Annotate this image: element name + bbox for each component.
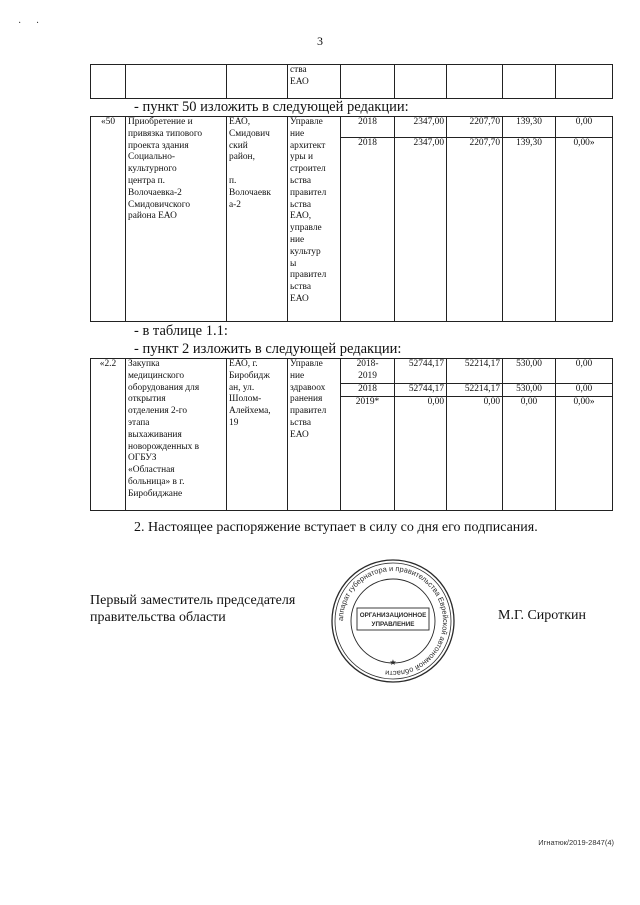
value-cell: 0,00: [556, 384, 613, 397]
item-executor: Управле ние архитект уры и строител ьства правител ьства ЕАО, управле ние культур ы правител ьства ЕАО: [288, 117, 341, 322]
value-cell: 0,00: [556, 117, 613, 138]
stamp-center-line-1: ОРГАНИЗАЦИОННОЕ: [359, 612, 427, 619]
value-cell: 52214,17: [447, 384, 503, 397]
table-cell: [447, 65, 503, 99]
value-cell: 2207,70: [447, 117, 503, 138]
document-code: Игнатюк/2019-2847(4): [538, 838, 614, 847]
total-cell: 2347,00: [395, 117, 447, 138]
table-cell: [341, 65, 395, 99]
scan-specks: · ·: [18, 18, 46, 29]
heading-table-1-1: - в таблице 1.1:: [134, 323, 228, 339]
table-item-2-2: [90, 358, 613, 511]
total-cell: 52744,17: [395, 384, 447, 397]
year-cell: 2018: [341, 384, 395, 397]
value-cell: 0,00: [447, 397, 503, 511]
stamp-center-line-2: УПРАВЛЕНИЕ: [371, 621, 415, 628]
heading-item-2: - пункт 2 изложить в следующей редакции:: [134, 341, 402, 357]
table-row: [91, 117, 613, 138]
value-cell: 52214,17: [447, 359, 503, 384]
value-cell: 2207,70: [447, 138, 503, 322]
table-cell: [227, 65, 288, 99]
item-name: Приобретение и привязка типового проекта здания Социально- культурного центра п. Волочаевка-2 Смидовичского района ЕАО: [126, 117, 227, 322]
stamp-seal: [328, 556, 458, 686]
table-row: [91, 65, 613, 99]
table-cell: [395, 65, 447, 99]
total-cell: 52744,17: [395, 359, 447, 384]
table-cell: ства ЕАО: [288, 65, 341, 99]
stamp-ring-text: аппарат губернатора и правительства Еврейской автономной области: [335, 563, 451, 679]
table-cell: [126, 65, 227, 99]
value-cell: 139,30: [503, 117, 556, 138]
item-number: «50: [91, 117, 126, 322]
total-cell: 2347,00: [395, 138, 447, 322]
value-cell: 0,00: [556, 359, 613, 384]
table-continuation: [90, 64, 613, 99]
year-cell: 2018: [341, 138, 395, 322]
signer-title-line-2: правительства области: [90, 610, 226, 625]
table-cell: [91, 65, 126, 99]
item-location: ЕАО, Смидович ский район, п. Волочаевк а-2: [227, 117, 288, 322]
item-location: ЕАО, г. Биробидж ан, ул. Шолом- Алейхема, 19: [227, 359, 288, 511]
total-cell: 0,00: [395, 397, 447, 511]
signer-name: М.Г. Сироткин: [498, 608, 587, 623]
value-cell: 139,30: [503, 138, 556, 322]
table-cell: [556, 65, 613, 99]
star-icon: ★: [389, 658, 397, 667]
paragraph-2: 2. Настоящее распоряжение вступает в силу со дня его подписания.: [134, 520, 538, 535]
table-row: [91, 359, 613, 384]
item-name: Закупка медицинского оборудования для открытия отделения 2-го этапа выхаживания новорожденных в ОГБУЗ «Областная больница» в г. Биробиджане: [126, 359, 227, 511]
value-cell: 530,00: [503, 359, 556, 384]
heading-item-50: - пункт 50 изложить в следующей редакции:: [134, 99, 409, 115]
table-cell: [503, 65, 556, 99]
value-cell: 0,00: [503, 397, 556, 511]
table-item-50: [90, 116, 613, 322]
value-cell: 0,00»: [556, 397, 613, 511]
year-cell: 2018- 2019: [341, 359, 395, 384]
value-cell: 0,00»: [556, 138, 613, 322]
value-cell: 530,00: [503, 384, 556, 397]
item-executor: Управле ние здравоох ранения правител ьства ЕАО: [288, 359, 341, 511]
signer-title-line-1: Первый заместитель председателя: [90, 593, 296, 608]
official-stamp: [328, 556, 458, 686]
item-number: «2.2: [91, 359, 126, 511]
year-cell: 2019*: [341, 397, 395, 511]
page-number: 3: [317, 34, 323, 48]
year-cell: 2018: [341, 117, 395, 138]
